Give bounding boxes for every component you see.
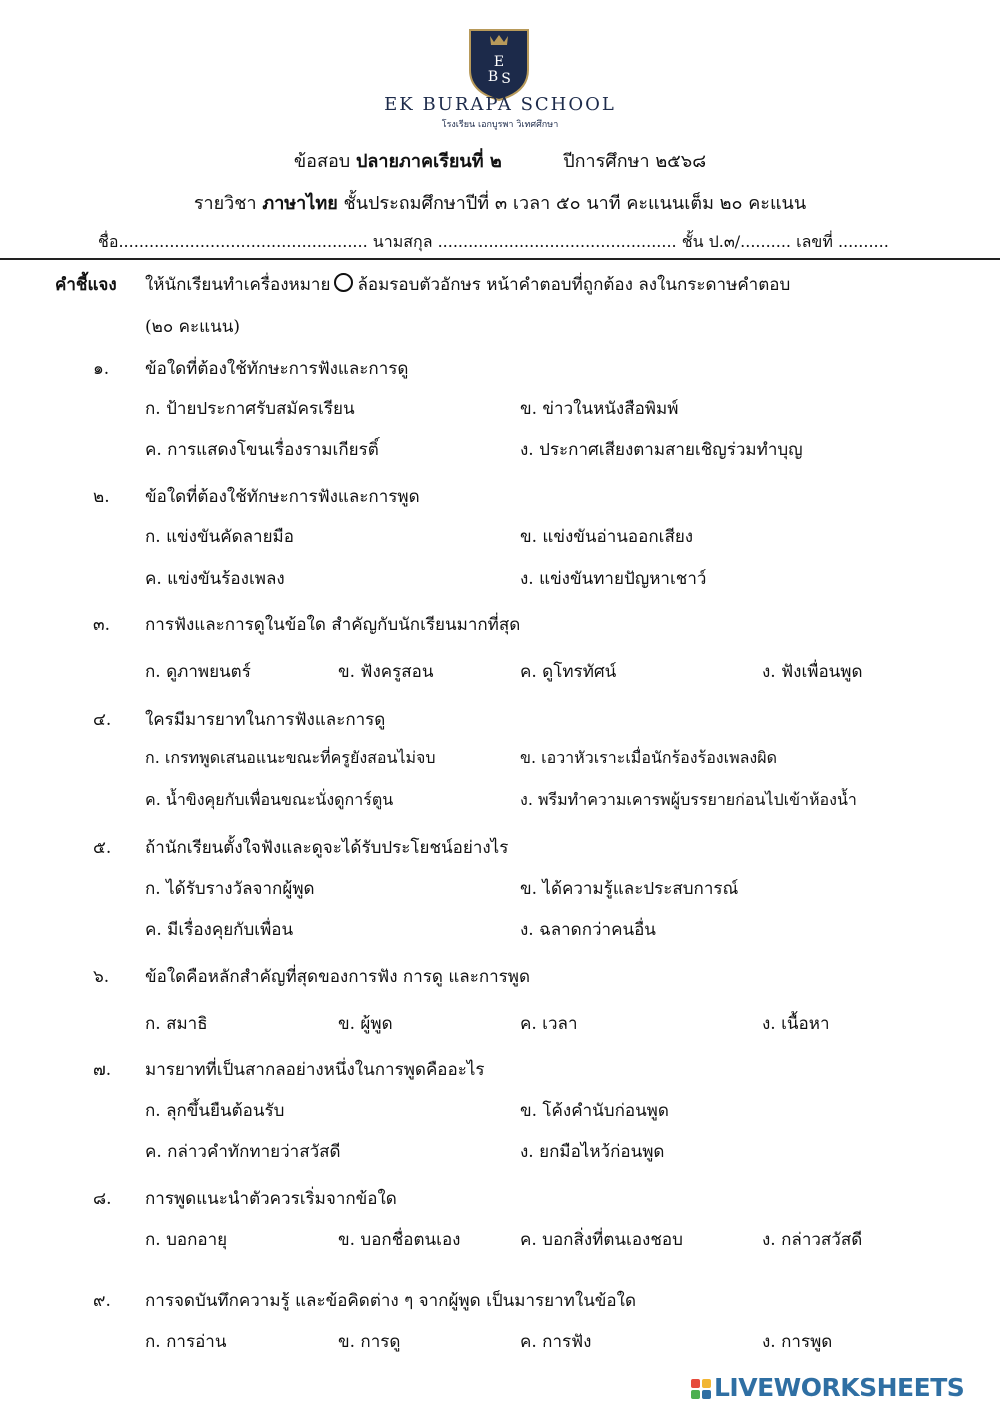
answer-option[interactable]: ข. ได้ความรู้และประสบการณ์ <box>520 879 739 899</box>
question-number: ๓. <box>93 615 111 635</box>
answer-option[interactable]: ก. การอ่าน <box>145 1332 227 1352</box>
question-text: ถ้านักเรียนตั้งใจฟังและดูจะได้รับประโยชน์อย่างไร <box>145 838 509 858</box>
answer-option[interactable]: ก. บอกอายุ <box>145 1230 228 1250</box>
answer-option[interactable]: ง. ฟังเพื่อนพูด <box>762 662 863 682</box>
answer-option[interactable]: ง. ยกมือไหว้ก่อนพูด <box>520 1142 665 1162</box>
subject-details: ชั้นประถมศึกษาปีที่ ๓ เวลา ๕๐ นาที คะแนนเต็ม ๒๐ คะแนน <box>343 193 807 214</box>
subject-label: รายวิชา <box>193 193 257 214</box>
instructions-before: ให้นักเรียนทำเครื่องหมาย <box>145 275 331 295</box>
answer-option[interactable]: ค. น้ำขิงคุยกับเพื่อนขณะนั่งดูการ์ตูน <box>145 790 394 809</box>
answer-option[interactable]: ค. เวลา <box>520 1014 578 1034</box>
question-number: ๘. <box>93 1189 112 1209</box>
answer-option[interactable]: ง. แข่งขันทายปัญหาเชาว์ <box>520 569 707 589</box>
answer-option[interactable]: ข. การดู <box>338 1332 401 1352</box>
question-text: การฟังและการดูในข้อใด สำคัญกับนักเรียนมากที่สุด <box>145 615 521 635</box>
answer-option[interactable]: ง. ประกาศเสียงตามสายเชิญร่วมทำบุญ <box>520 440 803 460</box>
instructions-label: คำชี้แจง <box>55 275 117 295</box>
answer-option[interactable]: ง. การพูด <box>762 1332 833 1352</box>
answer-option[interactable]: ข. โค้งคำนับก่อนพูด <box>520 1101 669 1121</box>
subject-line <box>0 188 1000 217</box>
svg-text:S: S <box>501 71 511 87</box>
answer-option[interactable]: ก. ดูภาพยนตร์ <box>145 662 251 682</box>
svg-text:E: E <box>493 54 505 70</box>
instructions-score: (๒๐ คะแนน) <box>145 317 240 337</box>
answer-option[interactable]: ก. เกรทพูดเสนอแนะขณะที่ครูยังสอนไม่จบ <box>145 748 436 767</box>
question-number: ๔. <box>93 710 112 730</box>
answer-option[interactable]: ค. กล่าวคำทักทายว่าสวัสดี <box>145 1142 341 1162</box>
question-text: มารยาทที่เป็นสากลอย่างหนึ่งในการพูดคืออะไร <box>145 1060 485 1080</box>
answer-option[interactable]: ค. การฟัง <box>520 1332 592 1352</box>
answer-option[interactable]: ง. ฉลาดกว่าคนอื่น <box>520 920 656 940</box>
question-number: ๙. <box>93 1291 111 1311</box>
subject-name: ภาษาไทย <box>262 193 338 214</box>
student-name-line: ชื่อ................................................. นามสกุล ............................................... ชั้น ป.๓/.......... เลขที่ .......... <box>98 232 889 251</box>
school-subtitle: โรงเรียน เอกบูรพา วิเทศศึกษา <box>441 120 559 130</box>
question-text: ข้อใดที่ต้องใช้ทักษะการฟังและการดู <box>145 359 409 379</box>
answer-option[interactable]: ข. บอกชื่อตนเอง <box>338 1230 461 1250</box>
question-text: ข้อใดที่ต้องใช้ทักษะการฟังและการพูด <box>145 487 420 507</box>
instructions-text <box>145 271 790 298</box>
exam-title-prefix: ข้อสอบ <box>293 151 351 172</box>
answer-option[interactable]: ข. แข่งขันอ่านออกเสียง <box>520 527 694 547</box>
answer-option[interactable]: ข. เอวาหัวเราะเมื่อนักร้องร้องเพลงผิด <box>520 748 778 767</box>
answer-option[interactable]: ค. บอกสิ่งที่ตนเองชอบ <box>520 1230 683 1250</box>
question-number: ๒. <box>93 487 110 507</box>
exam-title-term: ปลายภาคเรียนที่ ๒ <box>355 151 502 172</box>
school-name: EK BURAPA SCHOOL <box>384 94 616 115</box>
answer-option[interactable]: ค. แข่งขันร้องเพลง <box>145 569 285 589</box>
question-number: ๖. <box>93 967 110 987</box>
svg-text:B: B <box>487 69 499 85</box>
question-number: ๗. <box>93 1060 112 1080</box>
circle-mark-icon <box>334 273 353 292</box>
answer-option[interactable]: ก. ลุกขึ้นยืนต้อนรับ <box>145 1101 285 1121</box>
answer-option[interactable]: ค. มีเรื่องคุยกับเพื่อน <box>145 920 294 940</box>
question-text: ข้อใดคือหลักสำคัญที่สุดของการฟัง การดู และการพูด <box>145 967 531 987</box>
question-number: ๕. <box>93 838 112 858</box>
liveworksheets-logo-icon <box>690 1378 712 1400</box>
question-text: ใครมีมารยาทในการฟังและการดู <box>145 710 386 730</box>
answer-option[interactable]: ง. เนื้อหา <box>762 1014 830 1034</box>
liveworksheets-wordmark: LIVEWORKSHEETS <box>714 1373 965 1402</box>
school-logo-icon <box>466 26 532 102</box>
answer-option[interactable]: ก. ได้รับรางวัลจากผู้พูด <box>145 879 315 899</box>
question-text: การจดบันทึกความรู้ และข้อคิดต่าง ๆ จากผู้พูด เป็นมารยาทในข้อใด <box>145 1291 636 1311</box>
exam-title <box>0 146 1000 175</box>
answer-option[interactable]: ง. พรีมทำความเคารพผู้บรรยายก่อนไปเข้าห้องน้ำ <box>520 790 857 809</box>
answer-option[interactable]: ก. แข่งขันคัดลายมือ <box>145 527 294 547</box>
instructions-after: ล้อมรอบตัวอักษร หน้าคำตอบที่ถูกต้อง ลงในกระดาษคำตอบ <box>357 275 791 295</box>
answer-option[interactable]: ง. กล่าวสวัสดี <box>762 1230 863 1250</box>
answer-option[interactable]: ก. ป้ายประกาศรับสมัครเรียน <box>145 399 355 419</box>
question-number: ๑. <box>93 359 110 379</box>
answer-option[interactable]: ค. การแสดงโขนเรื่องรามเกียรติ์ <box>145 440 379 460</box>
answer-option[interactable]: ค. ดูโทรทัศน์ <box>520 662 617 682</box>
header-divider <box>0 258 1000 260</box>
answer-option[interactable]: ข. ผู้พูด <box>338 1014 393 1034</box>
answer-option[interactable]: ข. ข่าวในหนังสือพิมพ์ <box>520 399 679 419</box>
exam-title-year: ปีการศึกษา ๒๕๖๘ <box>563 151 707 172</box>
answer-option[interactable]: ข. ฟังครูสอน <box>338 662 434 682</box>
question-text: การพูดแนะนำตัวควรเริ่มจากข้อใด <box>145 1189 397 1209</box>
answer-option[interactable]: ก. สมาธิ <box>145 1014 208 1034</box>
